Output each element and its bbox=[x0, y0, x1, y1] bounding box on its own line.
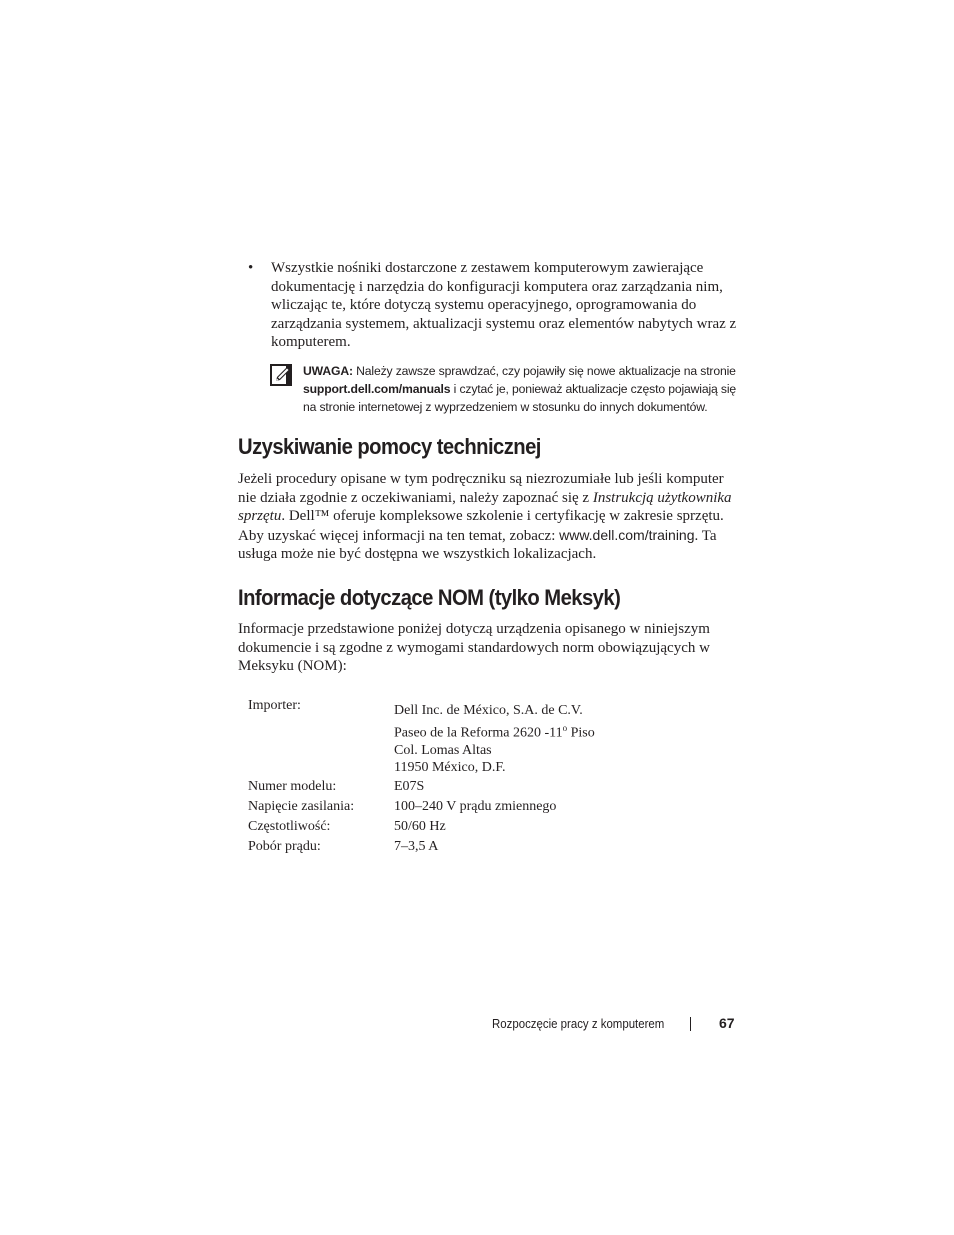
importer-label: Importer: bbox=[248, 698, 301, 713]
footer-page-number: 67 bbox=[719, 1015, 735, 1031]
note-text bbox=[303, 362, 743, 416]
importer-line-3: Col. Lomas Altas bbox=[394, 742, 492, 758]
section-heading-nom: Informacje dotyczące NOM (tylko Meksyk) bbox=[238, 585, 621, 610]
note-text-after: i czytać je, ponieważ aktualizacje często pojawiają się na stronie internetowej z wyprzedzeniem w stosunku do innych dokumentów. bbox=[303, 382, 737, 414]
spec-value-voltage: 100–240 V prądu zmiennego bbox=[394, 799, 557, 814]
para-italic-title: Instrukcją użytkownika sprzętu bbox=[238, 489, 732, 525]
spec-value-current: 7–3,5 A bbox=[394, 839, 439, 854]
spec-label-voltage: Napięcie zasilania: bbox=[248, 799, 355, 814]
spec-value-model: E07S bbox=[394, 779, 425, 794]
para-text-2: . Dell™ oferuje kompleksowe szkolenie i certyfikację w zakresie sprzętu. Aby uzyskać więcej informacji na ten temat, zobacz: bbox=[238, 508, 724, 544]
note-pencil-icon bbox=[270, 364, 292, 386]
training-link[interactable]: www.dell.com/training bbox=[559, 526, 695, 543]
spec-label-model: Numer modelu: bbox=[248, 779, 337, 794]
note-link[interactable]: support.dell.com/manuals bbox=[303, 382, 451, 396]
importer-line-2: Paseo de la Reforma 2620 -11$^o$ Piso bbox=[394, 722, 595, 741]
footer-divider bbox=[690, 1017, 691, 1031]
importer-address bbox=[394, 702, 734, 777]
bullet-marker: • bbox=[248, 260, 254, 276]
section-paragraph-nom: Informacje przedstawione poniżej dotyczą urządzenia opisanego w niniejszym dokumencie i są zgodne z wymogami standardowych norm obowiązujących w Meksyku (NOM): bbox=[238, 621, 710, 675]
bullet-text: Wszystkie nośniki dostarczone z zestawem komputerowym zawierające dokumentację i narzędzia do konfiguracji komputera oraz zarządzania nim, wliczając te, które dotyczą systemu operacyjnego, oprogramowania do zarządzania systemem, aktualizacji systemu oraz elementów nabytych wraz z komputerem. bbox=[271, 260, 737, 351]
importer-line-1: Dell Inc. de México, S.A. de C.V. bbox=[394, 703, 583, 718]
para-text-3: . Ta usługa może nie być dostępna we wszystkich lokalizacjach. bbox=[238, 527, 717, 563]
section-paragraph-technical-help bbox=[238, 470, 738, 564]
spec-label-current: Pobór prądu: bbox=[248, 839, 321, 854]
spec-value-frequency: 50/60 Hz bbox=[394, 819, 446, 834]
note-text-before: Należy zawsze sprawdzać, czy pojawiły się nowe aktualizacje na stronie bbox=[352, 364, 736, 378]
footer-section-title: Rozpoczęcie pracy z komputerem bbox=[492, 1016, 665, 1031]
para-text-1: Jeżeli procedury opisane w tym podręczniku są niezrozumiałe lub jeśli komputer nie działa zgodnie z oczekiwaniami, należy zapoznać się z bbox=[238, 471, 724, 506]
spec-label-frequency: Częstotliwość: bbox=[248, 819, 331, 834]
section-heading-technical-help: Uzyskiwanie pomocy technicznej bbox=[238, 434, 541, 459]
importer-line-4: 11950 México, D.F. bbox=[394, 760, 506, 776]
note-label: UWAGA: bbox=[303, 364, 353, 378]
